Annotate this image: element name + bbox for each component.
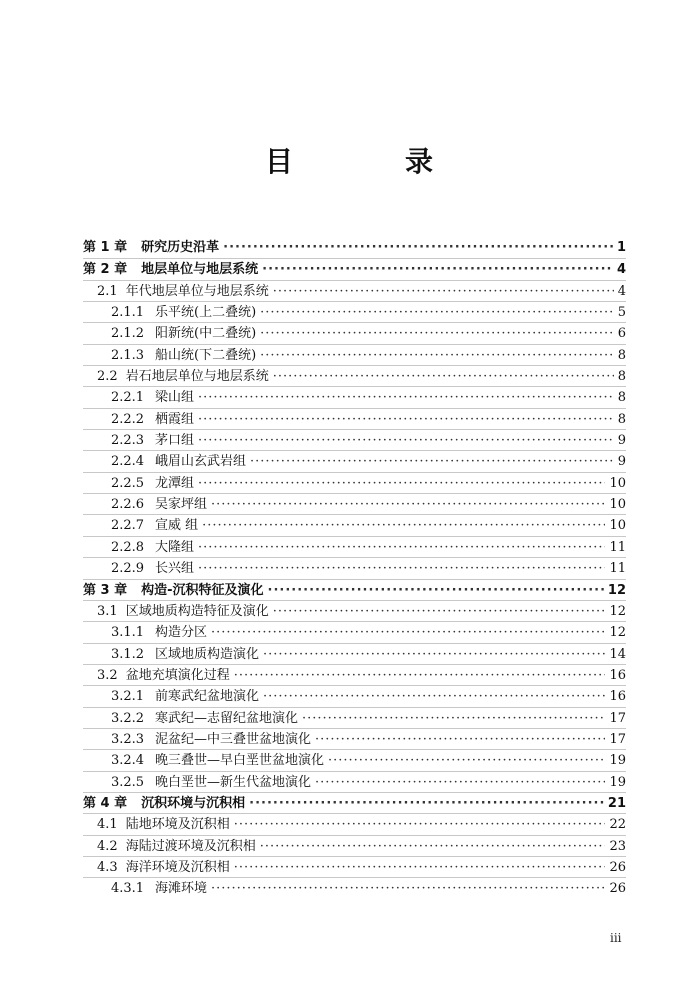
- toc-entry-page: 1: [616, 240, 626, 255]
- toc-leader-dots: [198, 430, 614, 451]
- toc-entry-page: 8: [617, 411, 626, 427]
- toc-entry-title: 船山统(下二叠统): [155, 347, 257, 363]
- toc-entry-page: 16: [609, 667, 626, 683]
- toc-entry-page: 12: [607, 582, 626, 598]
- toc-entry-title: 泥盆纪—中三叠世盆地演化: [155, 731, 312, 747]
- toc-leader-dots: [315, 729, 605, 750]
- toc-entry-title: 海洋环境及沉积相: [125, 859, 230, 875]
- toc-entry-number: 3.2.5: [111, 774, 145, 790]
- toc-entry[interactable]: [83, 707, 626, 728]
- toc-entry-page: 16: [609, 689, 626, 705]
- toc-entry[interactable]: [83, 792, 626, 813]
- toc-leader-dots: [198, 537, 605, 558]
- toc-entry-number: 3.2: [97, 667, 118, 683]
- toc-entry-number: 2.1.2: [111, 326, 145, 342]
- toc-entry[interactable]: [83, 322, 626, 343]
- toc-leader-dots: [302, 708, 605, 729]
- toc-entry-page: 10: [609, 475, 626, 491]
- toc-entry[interactable]: [83, 301, 626, 322]
- toc-leader-dots: [234, 857, 606, 878]
- toc-entry[interactable]: [83, 280, 626, 301]
- toc-entry-page: 17: [609, 710, 626, 726]
- toc-leader-dots: [198, 558, 605, 579]
- toc-entry[interactable]: [83, 856, 626, 877]
- toc-entry[interactable]: [83, 877, 626, 898]
- toc-leader-dots: [223, 237, 613, 258]
- toc-entry-title: 地层单位与地层系统: [141, 262, 259, 278]
- toc-entry-page: 11: [609, 561, 626, 577]
- toc-entry-page: 5: [617, 305, 626, 321]
- toc-leader-dots: [263, 686, 605, 707]
- toc-entry-title: 研究历史沿革: [141, 240, 220, 255]
- toc-entry-page: 19: [609, 753, 626, 769]
- toc-entry-title: 年代地层单位与地层系统: [125, 283, 269, 299]
- toc-entry[interactable]: [83, 771, 626, 792]
- toc-entry-number: 3.1.1: [111, 625, 145, 641]
- toc-entry-number: 第 4 章: [83, 795, 128, 811]
- toc-entry-number: 2.2.9: [111, 561, 145, 577]
- toc-entry-number: 2.2.2: [111, 411, 145, 427]
- toc-entry-title: 区域地质构造特征及演化: [125, 603, 269, 619]
- toc-entry-title: 前寒武纪盆地演化: [155, 689, 260, 705]
- toc-entry-page: 10: [609, 497, 626, 513]
- toc-leader-dots: [268, 580, 604, 601]
- toc-entry-page: 8: [617, 369, 626, 385]
- toc-entry-title: 盆地充填演化过程: [125, 667, 230, 683]
- page-title: 目 录: [264, 145, 475, 178]
- table-of-contents: [83, 237, 626, 899]
- toc-entry-page: 8: [617, 390, 626, 406]
- toc-entry-title: 峨眉山玄武岩组: [155, 454, 247, 470]
- toc-entry-page: 19: [609, 774, 626, 790]
- toc-entry-title: 长兴组: [155, 561, 195, 577]
- toc-entry-page: 8: [617, 347, 626, 363]
- toc-leader-dots: [202, 515, 605, 536]
- toc-entry-title: 陆地环境及沉积相: [125, 817, 230, 833]
- toc-entry-number: 2.2.1: [111, 390, 145, 406]
- toc-entry-number: 2.1.3: [111, 347, 145, 363]
- toc-leader-dots: [260, 345, 614, 366]
- toc-leader-dots: [273, 366, 614, 387]
- toc-entry-number: 4.3.1: [111, 881, 145, 897]
- toc-entry-number: 4.3: [97, 859, 118, 875]
- toc-entry-number: 2.1: [97, 283, 118, 299]
- toc-entry[interactable]: [83, 579, 626, 600]
- toc-entry-title: 构造分区: [155, 625, 208, 641]
- toc-entry-number: 第 3 章: [83, 582, 128, 598]
- toc-entry-title: 栖霞组: [155, 411, 195, 427]
- toc-entry[interactable]: [83, 450, 626, 471]
- toc-entry[interactable]: [83, 386, 626, 407]
- toc-leader-dots: [260, 836, 606, 857]
- toc-entry-page: 22: [609, 817, 626, 833]
- toc-leader-dots: [315, 772, 605, 793]
- toc-entry[interactable]: [83, 258, 626, 279]
- toc-entry-title: 岩石地层单位与地层系统: [125, 369, 269, 385]
- toc-entry-number: 2.2.7: [111, 518, 145, 534]
- toc-entry-title: 海陆过渡环境及沉积相: [125, 838, 256, 854]
- toc-entry-number: 2.2.4: [111, 454, 145, 470]
- toc-entry-number: 4.2: [97, 838, 118, 854]
- toc-entry[interactable]: [83, 835, 626, 856]
- toc-entry[interactable]: [83, 237, 626, 258]
- toc-entry-page: 9: [617, 454, 626, 470]
- toc-leader-dots: [211, 494, 605, 515]
- toc-entry-number: 第 2 章: [83, 262, 128, 278]
- toc-entry[interactable]: [83, 344, 626, 365]
- toc-entry[interactable]: [83, 472, 626, 493]
- toc-entry[interactable]: [83, 664, 626, 685]
- toc-entry-page: 23: [609, 838, 626, 854]
- toc-entry-number: 3.2.3: [111, 731, 145, 747]
- toc-entry-page: 11: [609, 539, 626, 555]
- toc-entry-title: 阳新统(中二叠统): [155, 326, 257, 342]
- toc-entry-page: 4: [617, 283, 626, 299]
- toc-entry-title: 构造-沉积特征及演化: [141, 582, 264, 598]
- toc-entry-number: 2.2.5: [111, 475, 145, 491]
- toc-entry-title: 晚白垩世—新生代盆地演化: [155, 774, 312, 790]
- toc-leader-dots: [198, 387, 614, 408]
- toc-entry-number: 2.2.8: [111, 539, 145, 555]
- toc-leader-dots: [273, 601, 606, 622]
- toc-leader-dots: [260, 302, 614, 323]
- toc-entry-title: 海滩环境: [155, 881, 208, 897]
- toc-entry[interactable]: [83, 600, 626, 621]
- toc-entry[interactable]: [83, 621, 626, 642]
- toc-entry-title: 梁山组: [155, 390, 195, 406]
- toc-entry-number: 4.1: [97, 817, 118, 833]
- toc-leader-dots: [211, 878, 605, 899]
- toc-entry-title: 龙潭组: [155, 475, 195, 491]
- toc-entry[interactable]: [83, 408, 626, 429]
- toc-entry-page: 21: [607, 795, 626, 811]
- toc-entry-page: 26: [609, 859, 626, 875]
- toc-leader-dots: [211, 622, 605, 643]
- toc-entry-number: 2.2.6: [111, 497, 145, 513]
- toc-entry-number: 3.2.4: [111, 753, 145, 769]
- toc-entry[interactable]: [83, 365, 626, 386]
- toc-entry-title: 区域地质构造演化: [155, 646, 260, 662]
- toc-leader-dots: [328, 750, 605, 771]
- toc-entry-title: 吴家坪组: [155, 497, 208, 513]
- toc-entry-title: 晚三叠世—早白垩世盆地演化: [155, 753, 325, 769]
- toc-entry-number: 3.2.1: [111, 689, 145, 705]
- toc-entry-page: 12: [609, 625, 626, 641]
- toc-leader-dots: [249, 793, 604, 814]
- toc-entry[interactable]: [83, 429, 626, 450]
- toc-entry-page: 26: [609, 881, 626, 897]
- toc-leader-dots: [263, 644, 605, 665]
- toc-entry-number: 第 1 章: [83, 240, 128, 255]
- toc-entry[interactable]: [83, 643, 626, 664]
- toc-entry[interactable]: [83, 813, 626, 834]
- page-number: iii: [610, 931, 622, 945]
- toc-leader-dots: [250, 451, 614, 472]
- toc-entry-number: 3.2.2: [111, 710, 145, 726]
- toc-entry-title: 沉积环境与沉积相: [141, 795, 246, 811]
- toc-leader-dots: [273, 281, 614, 302]
- toc-entry-title: 寒武纪—志留纪盆地演化: [155, 710, 299, 726]
- toc-entry-page: 6: [617, 326, 626, 342]
- toc-entry-page: 4: [616, 262, 626, 278]
- toc-leader-dots: [198, 473, 605, 494]
- toc-entry[interactable]: [83, 493, 626, 514]
- toc-entry-title: 大隆组: [155, 539, 195, 555]
- toc-entry[interactable]: [83, 557, 626, 578]
- toc-entry-page: 10: [609, 518, 626, 534]
- toc-entry-title: 宣威 组: [155, 518, 199, 534]
- toc-entry[interactable]: [83, 749, 626, 770]
- toc-leader-dots: [234, 814, 606, 835]
- toc-leader-dots: [260, 323, 614, 344]
- toc-entry-number: 2.2.3: [111, 433, 145, 449]
- toc-leader-dots: [262, 259, 613, 280]
- toc-entry[interactable]: [83, 685, 626, 706]
- toc-entry-page: 12: [609, 603, 626, 619]
- toc-entry-number: 3.1: [97, 603, 118, 619]
- toc-entry-page: 14: [609, 646, 626, 662]
- toc-leader-dots: [198, 409, 614, 430]
- toc-entry-page: 9: [617, 433, 626, 449]
- toc-entry-number: 2.1.1: [111, 305, 145, 321]
- toc-entry-number: 2.2: [97, 369, 118, 385]
- toc-entry-number: 3.1.2: [111, 646, 145, 662]
- toc-leader-dots: [234, 665, 606, 686]
- toc-entry[interactable]: [83, 536, 626, 557]
- toc-entry[interactable]: [83, 728, 626, 749]
- toc-entry-page: 17: [609, 731, 626, 747]
- toc-entry-title: 茅口组: [155, 433, 195, 449]
- toc-entry[interactable]: [83, 514, 626, 535]
- toc-entry-title: 乐平统(上二叠统): [155, 305, 257, 321]
